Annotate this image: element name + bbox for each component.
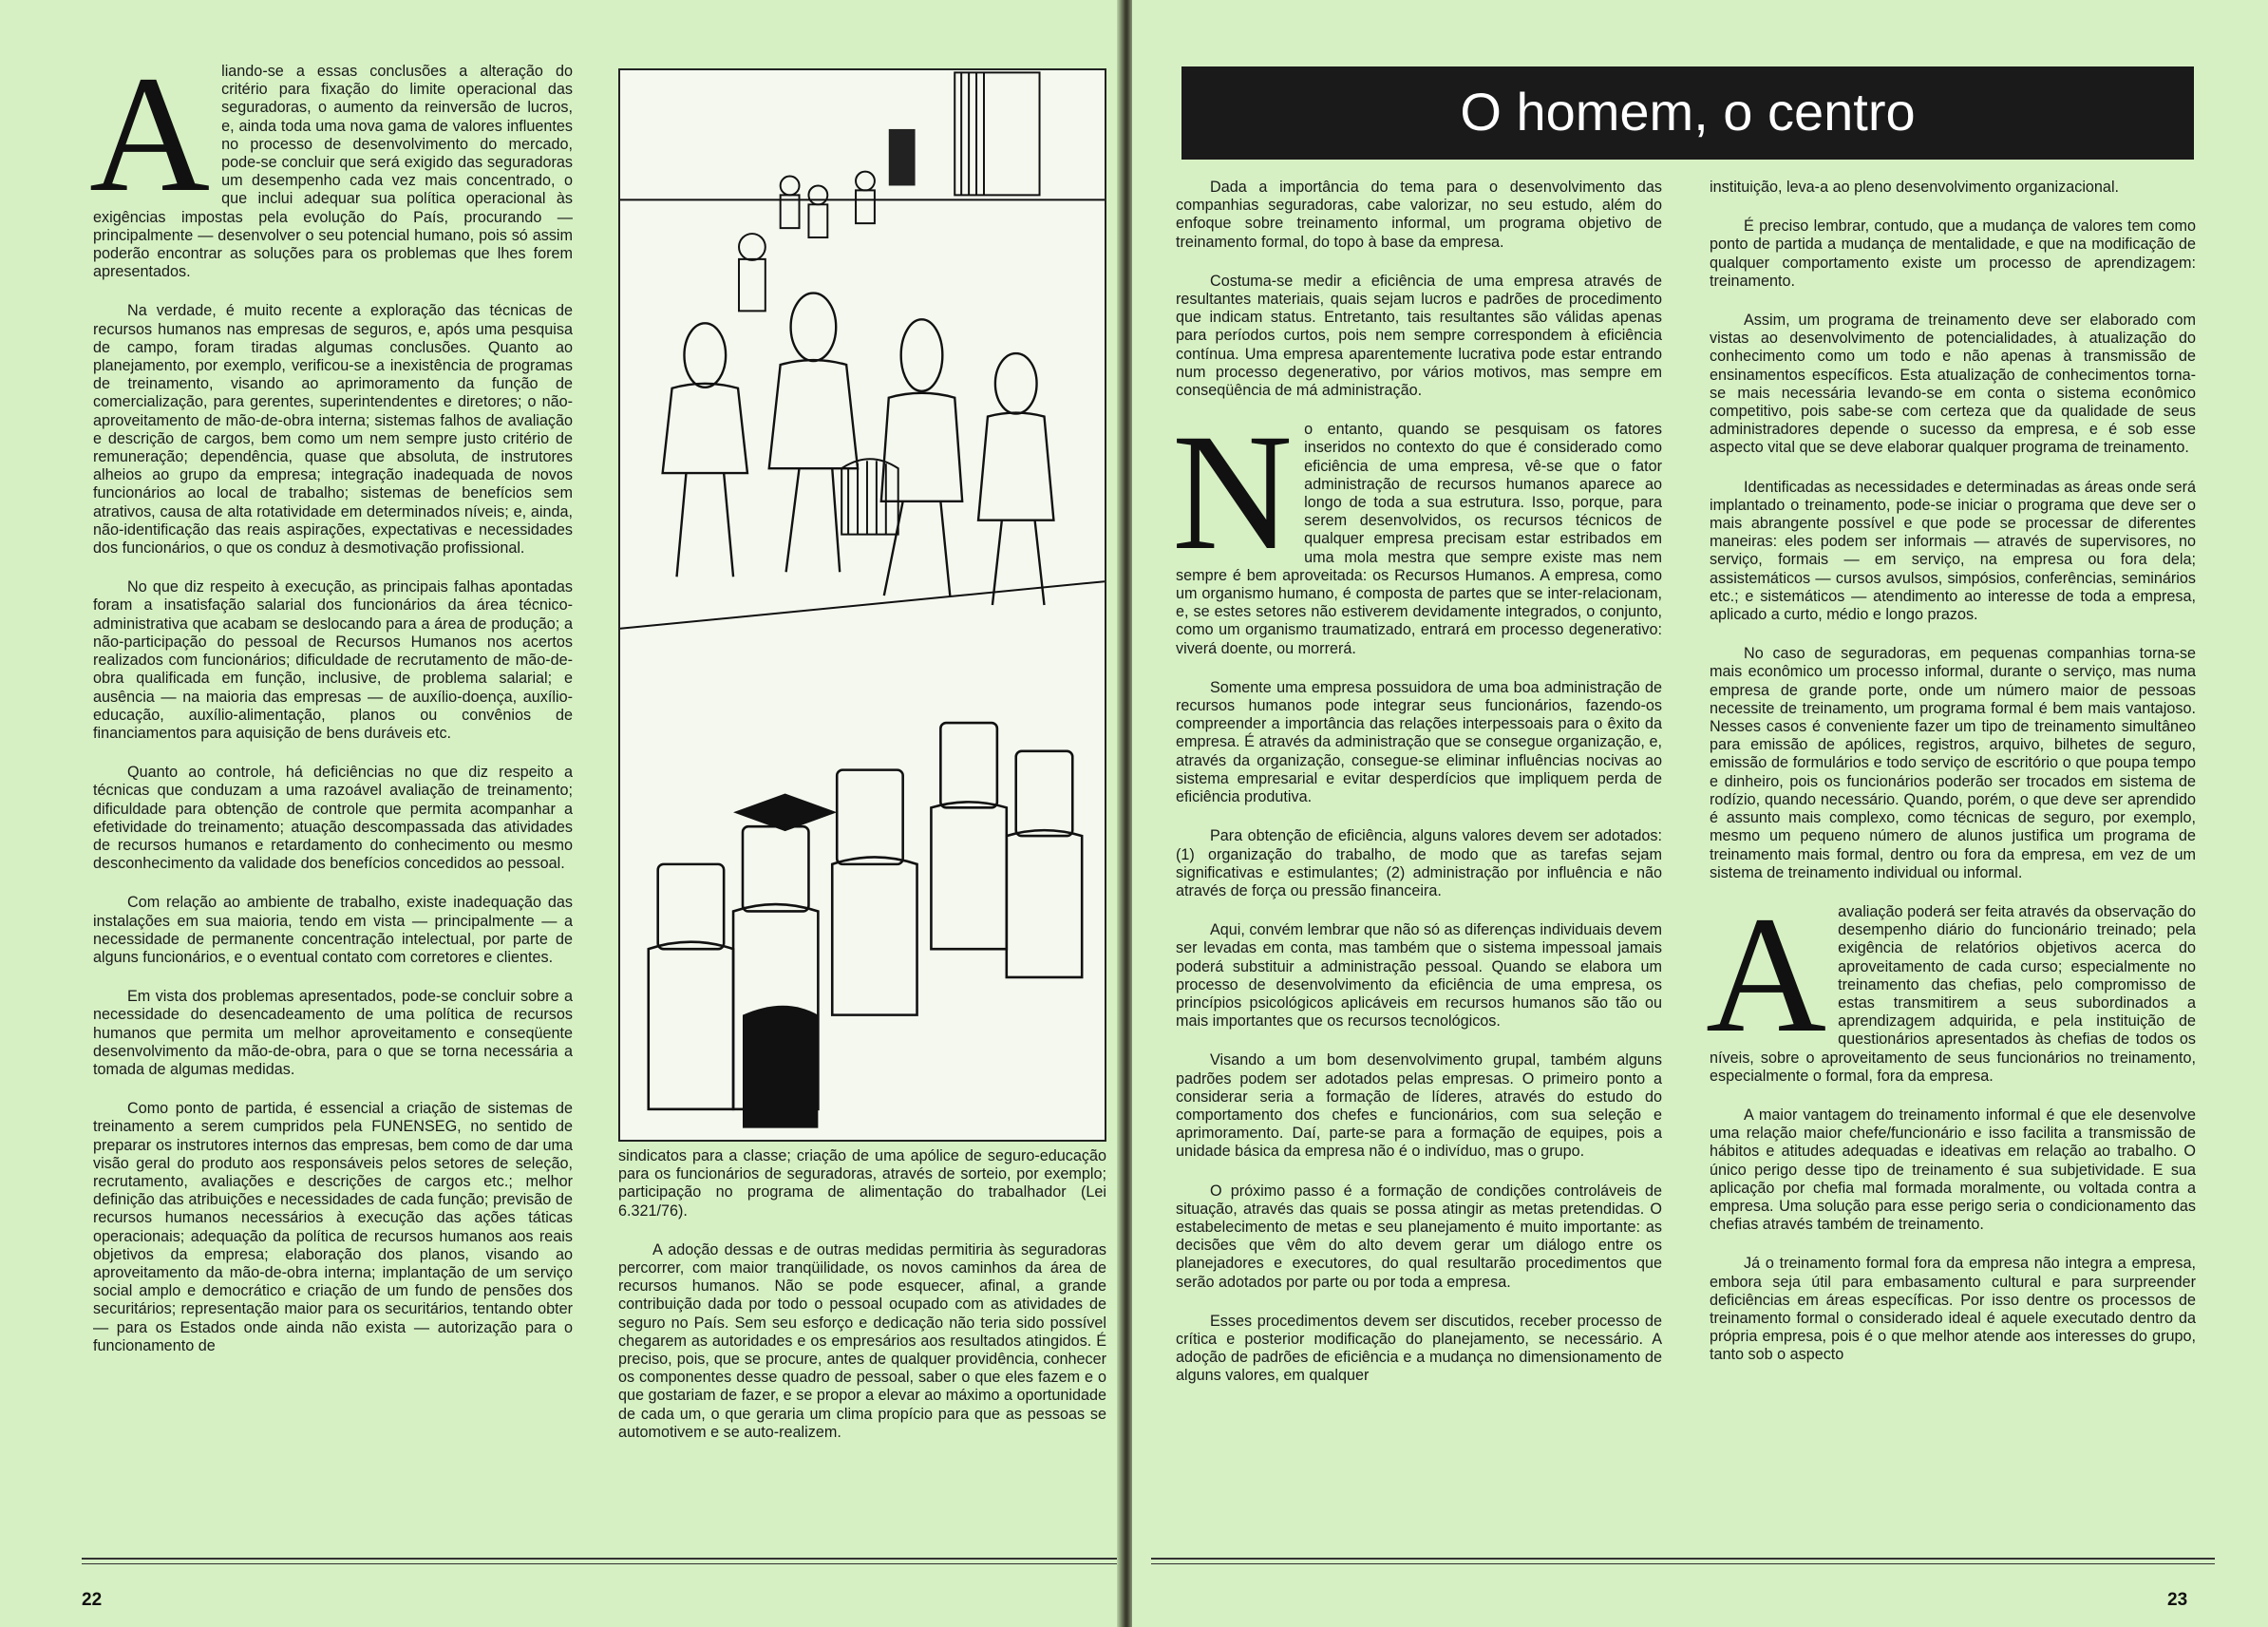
illustration-crowd [618, 68, 1106, 1142]
drop-cap: A [89, 42, 211, 227]
paragraph: Dada a importância do tema para o desenvolvimento das companhias seguradoras, cabe valorizar, no seu estudo, além do enfoque sobre treinamento informal, um programa objetivo de treinamento formal, do topo à base da empresa. [1176, 179, 1662, 251]
paragraph: Aliando-se a essas conclusões a alteração do critério para fixação do limite operacional das seguradoras, o aumento da reinversão de lucros, e, ainda toda uma nova gama de valores influentes no processo de desenvolvimento do mercado, pode-se concluir que será exigido das seguradoras um desempenho cada vez mais concentrado, o que inclui adequar sua política operacional às exigências impostas pela evolução do País, procurando — principalmente — desenvolver o seu potencial humano, pois só assim poderão encontrar as soluções para os problemas que lhes forem apresentados. [89, 42, 573, 281]
paragraph: Já o treinamento formal fora da empresa não integra a empresa, embora seja útil para embasamento cultural e para surpreender deficiências em áreas específicas. Por isso dentre os processos de treinamento formal o considerado ideal é aquele executado dentro da própria empresa, pois é o que melhor atende aos interesses do grupo, tanto sob o aspecto [1710, 1255, 2196, 1364]
paragraph: Com relação ao ambiente de trabalho, existe inadequação das instalações em sua maioria, tendo em vista — principalmente — a necessidade de permanente concentração intelectual, por parte de alguns funcionários, e o eventual contato com corretores e clientes. [93, 894, 573, 966]
paragraph: instituição, leva-a ao pleno desenvolvimento organizacional. [1710, 179, 2120, 196]
footer-rule-thin [1151, 1563, 2215, 1564]
paragraph: Quanto ao controle, há deficiências no que diz respeito a técnicas que conduzam a uma razoável avaliação de treinamento; dificuldade para obtenção de controle que permita acompanhar a efetividade do treinamento; atuação descompassada das atividades de recursos humanos e retardamento do conhecimento ou mesmo desconhecimento da validade dos benefícios concedidos ao pessoal. [93, 764, 573, 873]
paragraph: A adoção dessas e de outras medidas permitiria às seguradoras percorrer, com maior tranqüilidade, os novos caminhos da área de recursos humanos. Não se pode esquecer, afinal, a grande contribuição dada por todo o pessoal ocupado com as atividades de seguro no País. Sem seu esforço e dedicação não teria sido possível chegarem as autoridades e os empresários aos resultados atingidos. É preciso, pois, que se procure, antes de qualquer providência, conhecer os componentes desse quadro de pessoal, saber o que eles fazem e o que gostariam de fazer, e se propor a elevar ao máximo a oportunidade de cada um, o que geraria um clima propício para que as pessoas se automotivem e se auto-realizem. [618, 1240, 1106, 1441]
paragraph: Costuma-se medir a eficiência de uma empresa através de resultantes materiais, quais sejam lucros e padrões de procedimento que indicam status. Entretanto, tais resultantes são válidas apenas para períodos curtos, pois nem sempre correspondem à eficiência contínua. Uma empresa aparentemente lucrativa pode estar entrando num processo degenerativo, por vários motivos, mas sempre em conseqüência de má administração. [1176, 272, 1662, 400]
drop-cap: A [1706, 881, 1827, 1068]
paragraph: No entanto, quando se pesquisam os fatores inseridos no contexto do que é considerado como eficiência de uma empresa, vê-se que o fator administração de recursos humanos aparece ao longo de toda a sua estrutura. Isso, porque, para serem desenvolvidos, os recursos técnicos de qualquer empresa precisam estar estribados em uma mola mestra que sempre existe mas nem sempre é bem aproveitada: os Recursos Humanos. A empresa, como um organismo humano, é composta de partes que se inter-relacionam, e, se estes setores não estiverem devidamente integrados, o conjunto, como um organismo traumatizado, entrará em processo degenerativo: viverá doente, ou morrerá. [1172, 400, 1662, 657]
article-title-bar [1181, 66, 2194, 160]
paragraph: Para obtenção de eficiência, alguns valores devem ser adotados: (1) organização do trabalho, de modo que as tarefas sejam significativas e estimulantes; (2) administração por influência e não através de força ou pressão financeira. [1176, 827, 1662, 899]
paragraph: No que diz respeito à execução, as principais falhas apontadas foram a insatisfação salarial dos funcionários da área técnico-administrativa que acabam se deslocando para a área de produção; a não-participação do pessoal de Recursos Humanos nos acertos realizados com funcionários; dificuldade de recrutamento de mão-de-obra qualificada em função, inclusive, de problema salarial; e ausência — na maioria das empresas — de auxílio-doença, auxílio-educação, auxílio-alimentação, planos ou convênios de financiamentos para aquisição de bens duráveis etc. [93, 578, 573, 742]
page-number: 22 [82, 1590, 103, 1610]
paragraph: No caso de seguradoras, em pequenas companhias torna-se mais econômico um processo informal, durante o serviço, mas numa empresa de grande porte, onde um número maior de pessoas necessite de treinamento, um programa formal é bem mais vantajoso. Nesses casos é conveniente fazer um tipo de treinamento simultâneo para emissão de apólices, registros, arquivo, bilhetes de seguro, emissão de formulários e todo serviço de escritório o que poupa tempo e dinheiro, pois os funcionários poderão ser trocados em sistema de rodízio, quando necessário. Quando, porém, o que deve ser aprendido é assunto mais complexo, como técnicas de seguro, por exemplo, mesmo um pequeno número de alunos justifica um programa de treinamento mais formal, dentro ou fora da empresa, em vez de um sistema de treinamento individual ou informal. [1710, 645, 2196, 881]
footer-rule [82, 1558, 1117, 1560]
paragraph: A maior vantagem do treinamento informal é que ele desenvolve uma relação maior chefe/funcionário e isso facilita a transmissão de hábitos e atitudes adequadas e ideativas em relação ao trabalho. O único perigo desse tipo de treinamento é sua subjetividade. E sua aplicação por chefia mal formada moralmente, ou voltada contra a empresa. Uma solução para esse perigo seria o condicionamento das chefias através também de treinamento. [1710, 1106, 2196, 1234]
paragraph: Assim, um programa de treinamento deve ser elaborado com vistas ao desenvolvimento de potencialidades, à atualização do conhecimento como um todo e não apenas à transmissão de ensinamentos específicos. Esta atualização de conhecimentos torna-se mais necessária levando-se em conta o sistema econômico competitivo, pois sabe-se com certeza que da qualidade de seus administradores depende o sucesso da empresa, e é sob esse aspecto vital que se deve elaborar qualquer programa de treinamento. [1710, 312, 2196, 457]
right-page [1132, 0, 2268, 1627]
paragraph: Aqui, convém lembrar que não só as diferenças individuais devem ser levadas em conta, mas também que o sistema impessoal jamais poderá substituir a administração pessoal. Quando se elabora um processo de desenvolvimento da eficiência de uma empresa, os princípios psicológicos aplicáveis em recursos humanos são tão ou mais importantes que os recursos tecnológicos. [1176, 921, 1662, 1031]
footer-rule [1151, 1558, 2215, 1560]
paragraph: Como ponto de partida, é essencial a criação de sistemas de treinamento a serem cumpridos pela FUNENSEG, no sentido de preparar os instrutores internos das empresas, bem como de dar uma visão geral do produto aos responsáveis pelos setores de seleção, recrutamento, avaliações e descrições de cargos etc.; melhor definição das atribuições e necessidades de cada função; previsão de recursos humanos necessários à execução das ações táticas operacionais; adequação da política de recursos humanos aos reais objetivos da empresa; elaboração dos planos, visando ao aproveitamento da mão-de-obra interna; implantação de um serviço social amplo e democrático e criação de um fundo de pensões dos securitários; representação maior para os securitários, tentando obter — para os Estados onde ainda não exista — autorização para o funcionamento de [93, 1100, 573, 1354]
paragraph: Aavaliação poderá ser feita através da observação do desempenho diário do funcionário treinado; pela exigência de relatórios objetivos acerca do aproveitamento de cada curso; especialmente no treinamento das chefias, pelo compromisso de estas transmitirem a seus subordinados a aprendizagem adquirida, e pela instituição de questionários apresentados às chefias de todos os níveis, sobre o aproveitamento de seus funcionários no treinamento, especialmente o formal, fora da empresa. [1706, 881, 2196, 1085]
crowd-illustration-icon [620, 70, 1105, 1140]
paragraph: Identificadas as necessidades e determinadas as áreas onde será implantado o treinamento, pode-se iniciar o programa que deve ser o mais abrangente possível e que pode se processar de diferentes maneiras: eles podem ser informais — através de supervisores, no serviço, formais — em serviço, na empresa ou fora dela; assistemáticos — cursos avulsos, simpósios, conferências, seminários etc.; e sistemáticos — atendimento ao interesse de toda a empresa, aplicado a curto, médio e longo prazos. [1710, 478, 2196, 624]
paragraph: Esses procedimentos devem ser discutidos, receber processo de crítica e posterior modificação do planejamento, se necessário. A adoção de padrões de eficiência e a mudança no dimensionamento de alguns valores, em qualquer [1176, 1312, 1662, 1385]
paragraph: Na verdade, é muito recente a exploração das técnicas de recursos humanos nas empresas de seguros, e, após uma pesquisa de campo, foram tiradas algumas conclusões. Quanto ao planejamento, por exemplo, verificou-se a inexistência de programas de treinamento, visando ao aprimoramento da função de comercialização, para gerentes, superintendentes e diretores; o não-aproveitamento de mão-de-obra interna; sistemas falhos de avaliação e descrição de cargos, bem como um nem sempre justo critério de remuneração; dependência, quase que absoluta, de instrutores alheios ao grupo da empresa; integração inadequada de novos funcionários ao local de trabalho; sistemas de benefícios sem atrativos, causa de alta rotatividade em determinados níveis; e, ainda, não-identificação das reais aspirações, expectativas e necessidades dos funcionários, o que os conduz à desmotivação profissional. [93, 302, 573, 558]
paragraph: Em vista dos problemas apresentados, pode-se concluir sobre a necessidade do desencadeamento de uma política de recursos humanos que permita um melhor aproveitamento e conseqüente desenvolvimento da mão-de-obra, para o que se torna necessária a tomada de algumas medidas. [93, 988, 573, 1078]
right-column-1 [1172, 179, 1662, 1407]
paragraph: sindicatos para a classe; criação de uma apólice de seguro-educação para os funcionários de seguradoras, através de sorteio, por exemplo; participação no programa de alimentação do trabalhador (Lei 6.321/76). [618, 1147, 1106, 1220]
paragraph: Visando a um bom desenvolvimento grupal, também alguns padrões podem ser adotados pelas empresas. O primeiro ponto a considerar seria a formação de líderes, através do estudo do comportamento dos chefes e funcionários, com sua seleção e aprimoramento. Daí, parte-se para a formação de equipes, pois a unidade básica da empresa não é o indivíduo, mas o grupo. [1176, 1051, 1662, 1161]
page-number: 23 [2167, 1590, 2188, 1610]
paragraph: É preciso lembrar, contudo, que a mudança de valores tem como ponto de partida a mudança de mentalidade, e que na modificação de qualquer comportamento existe um processo de aprendizagem: treinamento. [1710, 218, 2196, 290]
right-column-2 [1706, 179, 2196, 1386]
left-column-2 [618, 1147, 1106, 1463]
drop-cap: N [1172, 400, 1294, 586]
paragraph: O próximo passo é a formação de condições controláveis de situação, através das quais se possa atingir as metas pretendidas. O estabelecimento de metas e seu planejamento é muito importante: as decisões que vêm do alto devem gerar um diálogo entre os planejadores e executores, do qual resultarão procedimentos que serão adotados por parte ou por toda a empresa. [1176, 1182, 1662, 1291]
left-page [0, 0, 1121, 1627]
article-title: O homem, o centro [1460, 82, 1916, 142]
paragraph: Somente uma empresa possuidora de uma boa administração de recursos humanos pode integrar seus funcionários, fazendo-os compreender a importância das relações interpessoais para o êxito da empresa. É através da administração que se consegue organização, e, através da organização, consegue-se eliminar influências nocivas ao sistema empresarial e evitar desperdícios que impliquem perda de eficiência produtiva. [1176, 678, 1662, 806]
left-column-1 [89, 42, 573, 1376]
footer-rule-thin [82, 1563, 1117, 1564]
